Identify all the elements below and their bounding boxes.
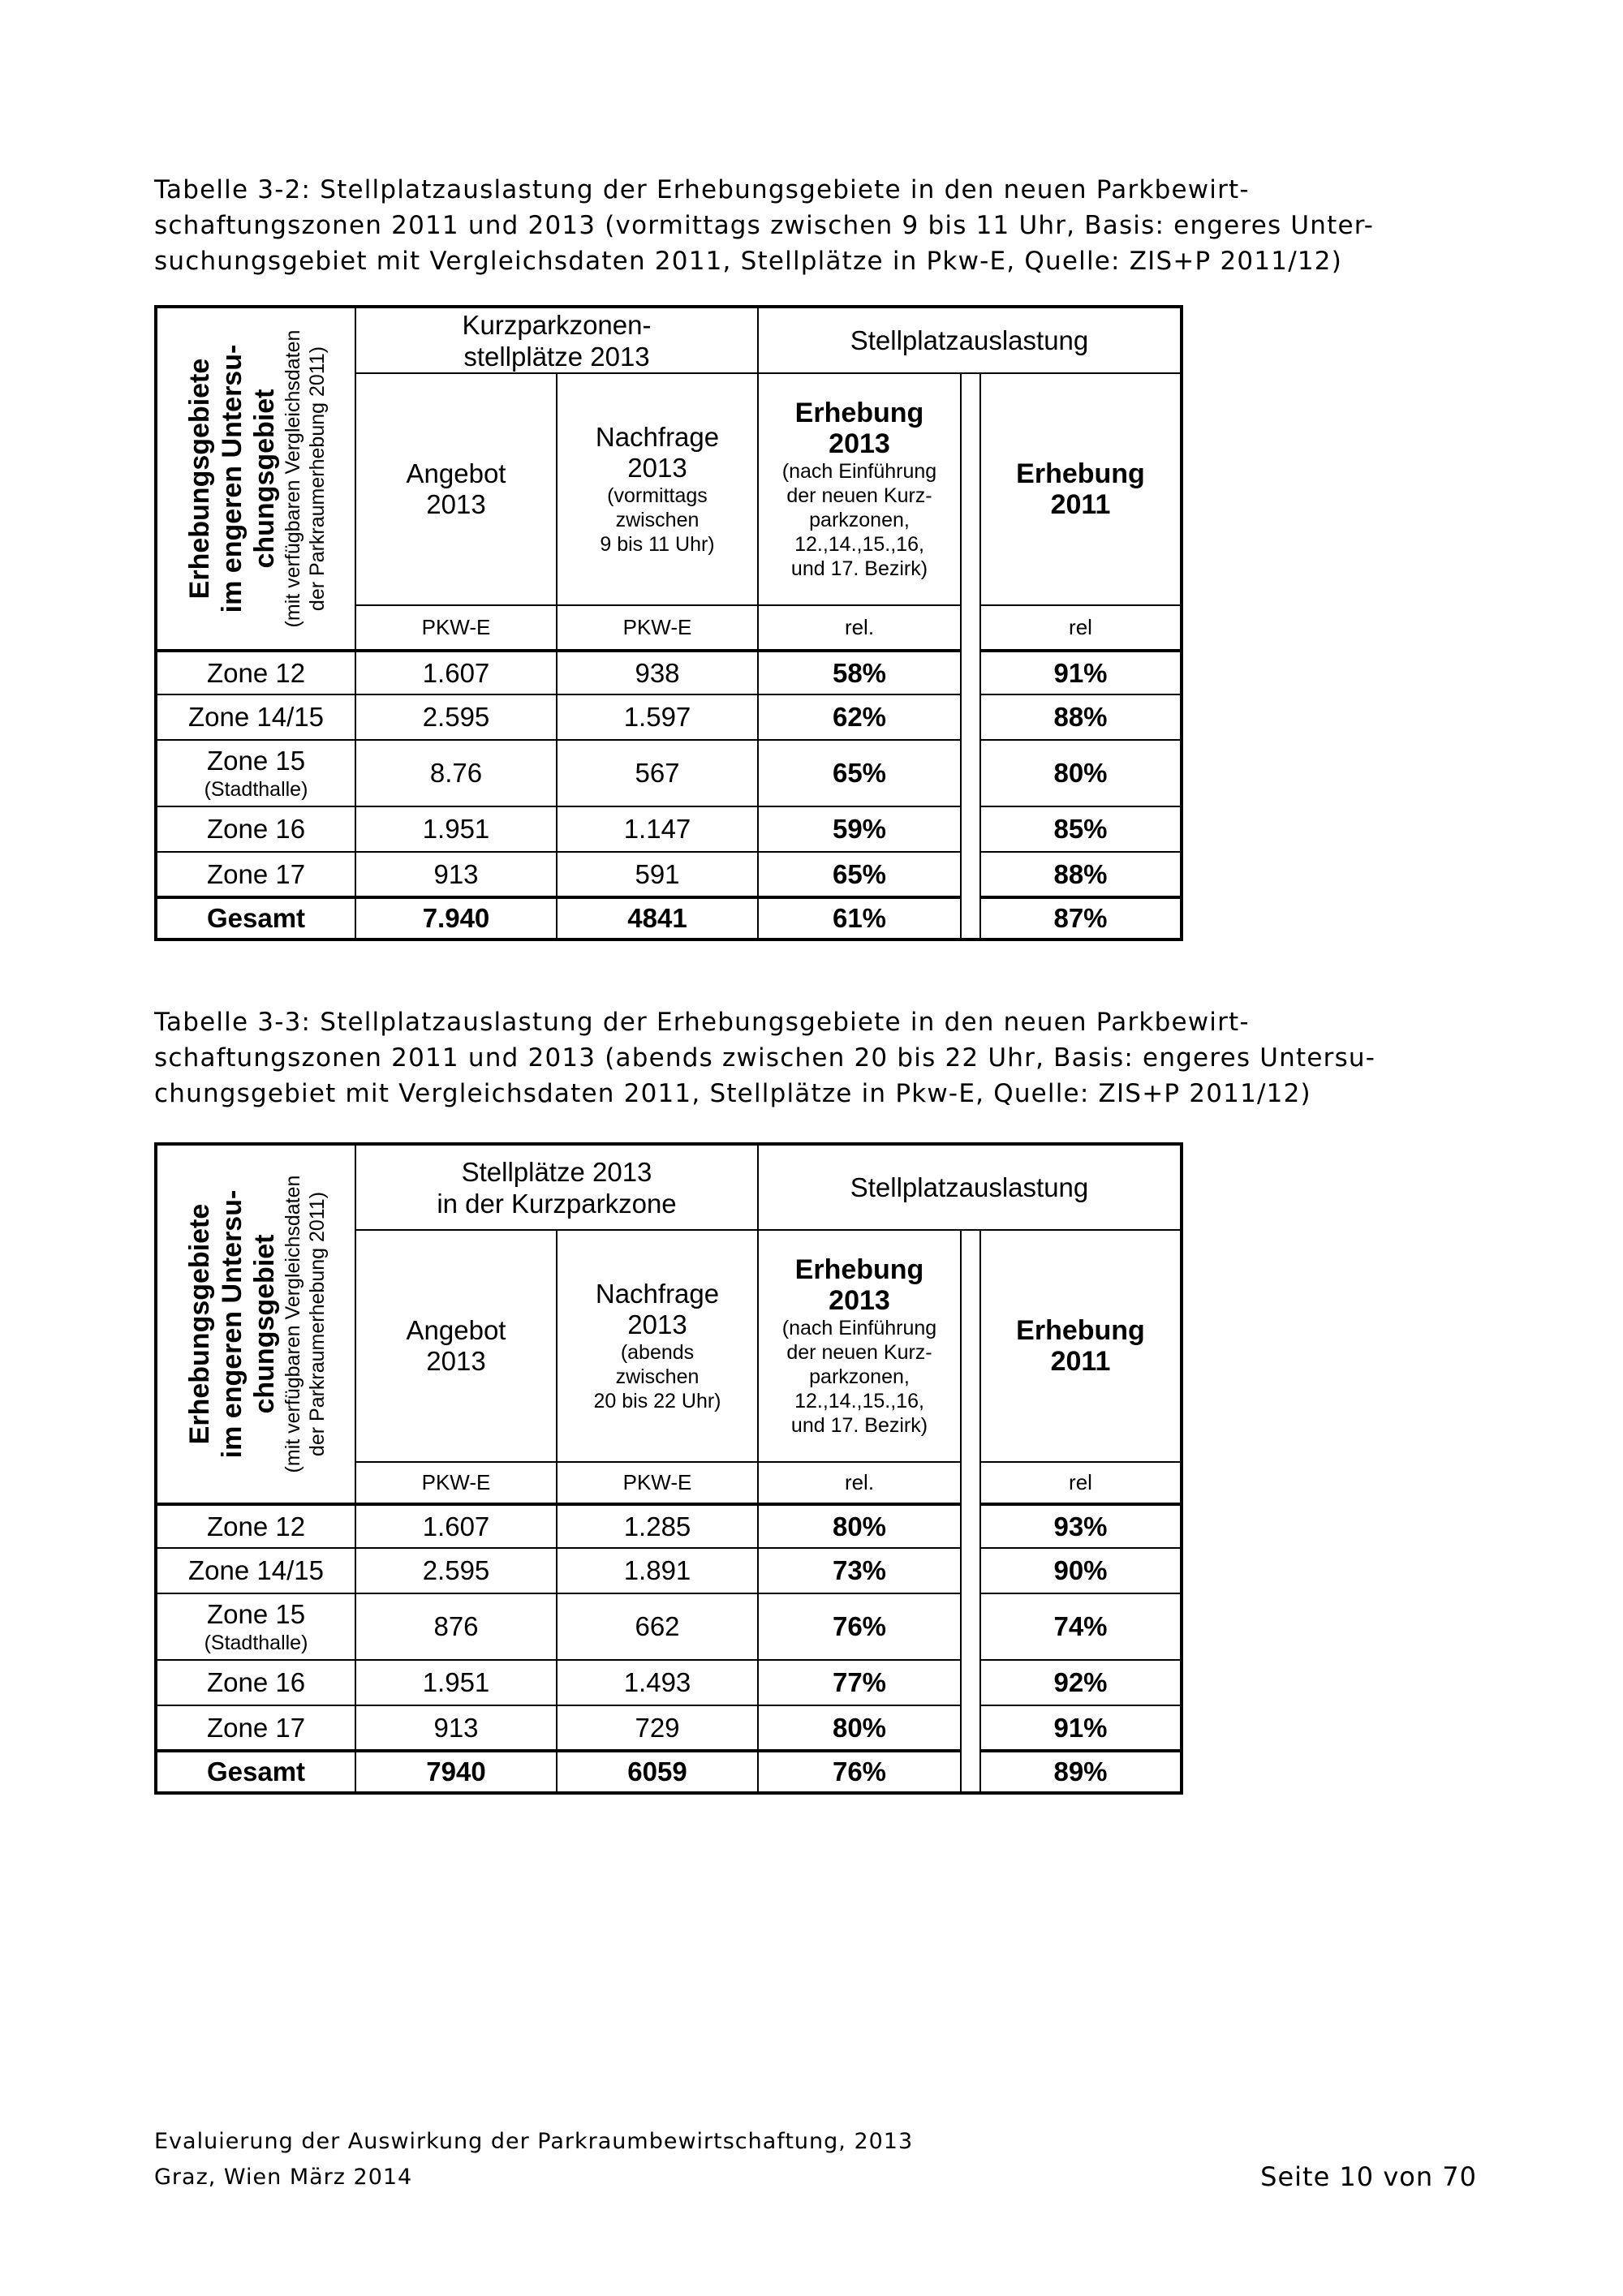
table-row — [156, 806, 1182, 852]
zone-cell: Zone 15 (Stadthalle) — [156, 740, 355, 806]
angebot-cell: 876 — [355, 1593, 557, 1660]
angebot-cell: 913 — [355, 1705, 557, 1751]
col-header-erhebung-2011: Erhebung 2011 — [980, 373, 1182, 605]
zone-cell: Zone 17 — [156, 852, 355, 897]
rel2013-cell: 77% — [758, 1660, 961, 1705]
col-header-erhebung-2013: Erhebung 2013 (nach Einführung der neuen Kurz- parkzonen, 12.,14.,15.,16, und 17. Bezirk) — [758, 373, 961, 605]
total-angebot: 7940 — [355, 1751, 557, 1793]
table-caption — [154, 1004, 1485, 1111]
nachfrage-cell: 938 — [557, 651, 758, 694]
total-angebot: 7.940 — [355, 897, 557, 939]
unit-rel-2013: rel. — [758, 1462, 961, 1504]
unit-nachfrage: PKW-E — [557, 1462, 758, 1504]
zone-cell: Zone 14/15 — [156, 1548, 355, 1593]
rel2013-cell: 58% — [758, 651, 961, 694]
rel2013-cell: 59% — [758, 806, 961, 852]
total-rel2013: 76% — [758, 1751, 961, 1793]
total-nachfrage: 6059 — [557, 1751, 758, 1793]
nachfrage-cell: 1.147 — [557, 806, 758, 852]
table-row — [156, 651, 1182, 694]
utilization-table-evening — [154, 1142, 1183, 1795]
rel2013-cell: 62% — [758, 694, 961, 740]
col-header-nachfrage: Nachfrage 2013 (abends zwischen 20 bis 22 Uhr) — [557, 1230, 758, 1462]
nachfrage-cell: 591 — [557, 852, 758, 897]
table-row — [156, 1705, 1182, 1751]
caption-line: Tabelle 3-3: Stellplatzauslastung der Erhebungsgebiete in den neuen Parkbewirt- — [154, 1008, 1250, 1037]
row-header-note: (mit verfügbaren Vergleichsdaten — [281, 1175, 304, 1473]
table-row — [156, 1660, 1182, 1705]
angebot-cell: 2.595 — [355, 1548, 557, 1593]
caption-line: schaftungszonen 2011 und 2013 (abends zwischen 20 bis 22 Uhr, Basis: engeres Untersu- — [154, 1043, 1376, 1073]
nachfrage-cell: 1.285 — [557, 1504, 758, 1548]
total-rel2011: 89% — [980, 1751, 1182, 1793]
unit-rel-2011: rel — [980, 605, 1182, 651]
group-header-utilization: Stellplatzauslastung — [758, 1144, 1182, 1230]
zone-cell: Zone 14/15 — [156, 694, 355, 740]
rel2013-cell: 65% — [758, 852, 961, 897]
rel2011-cell: 74% — [980, 1593, 1182, 1660]
rel2011-cell: 92% — [980, 1660, 1182, 1705]
col-header-nachfrage: Nachfrage 2013 (vormittags zwischen 9 bis 11 Uhr) — [557, 373, 758, 605]
group-header-utilization: Stellplatzauslastung — [758, 307, 1182, 373]
row-header-note: der Parkraumerhebung 2011) — [305, 1191, 329, 1457]
table-row — [156, 1504, 1182, 1548]
utilization-table-morning — [154, 305, 1183, 941]
caption-line: Tabelle 3-2: Stellplatzauslastung der Erhebungsgebiete in den neuen Parkbewirt- — [154, 175, 1250, 204]
column-gap — [961, 1230, 980, 1793]
group-header-capacity: Kurzparkzonen- stellplätze 2013 — [355, 307, 758, 373]
angebot-cell: 913 — [355, 852, 557, 897]
col-header-angebot: Angebot 2013 — [355, 1230, 557, 1462]
total-nachfrage: 4841 — [557, 897, 758, 939]
table-row — [156, 740, 1182, 806]
rel2011-cell: 88% — [980, 694, 1182, 740]
angebot-cell: 1.951 — [355, 806, 557, 852]
nachfrage-cell: 729 — [557, 1705, 758, 1751]
nachfrage-cell: 1.597 — [557, 694, 758, 740]
rel2011-cell: 93% — [980, 1504, 1182, 1548]
table-row — [156, 852, 1182, 897]
footer-title: Evaluierung der Auswirkung der Parkraumbewirtschaftung, 2013 — [154, 2129, 914, 2154]
row-header-cell — [156, 1144, 355, 1504]
nachfrage-cell: 1.493 — [557, 1660, 758, 1705]
rel2013-cell: 80% — [758, 1504, 961, 1548]
col-header-angebot: Angebot 2013 — [355, 373, 557, 605]
caption-line: schaftungszonen 2011 und 2013 (vormittags zwischen 9 bis 11 Uhr, Basis: engeres Unter- — [154, 211, 1375, 240]
row-header-line: im engeren Untersu- — [216, 344, 248, 613]
unit-rel-2013: rel. — [758, 605, 961, 651]
caption-line: chungsgebiet mit Vergleichsdaten 2011, Stellplätze in Pkw-E, Quelle: ZIS+P 2011/12) — [154, 1079, 1311, 1108]
angebot-cell: 1.951 — [355, 1660, 557, 1705]
rel2013-cell: 65% — [758, 740, 961, 806]
column-gap — [961, 373, 980, 939]
table-row — [156, 1593, 1182, 1660]
rel2013-cell: 73% — [758, 1548, 961, 1593]
angebot-cell: 1.607 — [355, 1504, 557, 1548]
table-caption — [154, 172, 1485, 279]
zone-cell: Zone 12 — [156, 651, 355, 694]
unit-rel-2011: rel — [980, 1462, 1182, 1504]
rel2013-cell: 76% — [758, 1593, 961, 1660]
table-row — [156, 694, 1182, 740]
rel2013-cell: 80% — [758, 1705, 961, 1751]
row-header-cell — [156, 307, 355, 651]
nachfrage-cell: 1.891 — [557, 1548, 758, 1593]
row-header-line: chungsgebiet — [248, 1234, 280, 1414]
rel2011-cell: 91% — [980, 651, 1182, 694]
total-label: Gesamt — [156, 1751, 355, 1793]
page-number: Seite 10 von 70 — [1260, 2161, 1477, 2192]
footer-place-date: Graz, Wien März 2014 — [154, 2165, 413, 2190]
zone-cell: Zone 16 — [156, 806, 355, 852]
angebot-cell: 8.76 — [355, 740, 557, 806]
row-header-note: der Parkraumerhebung 2011) — [305, 346, 329, 612]
zone-cell: Zone 16 — [156, 1660, 355, 1705]
rel2011-cell: 91% — [980, 1705, 1182, 1751]
row-header-line: im engeren Untersu- — [216, 1189, 248, 1459]
row-header-line: Erhebungsgebiete — [183, 1203, 215, 1445]
zone-cell: Zone 12 — [156, 1504, 355, 1548]
unit-angebot: PKW-E — [355, 1462, 557, 1504]
group-header-capacity: Stellplätze 2013 in der Kurzparkzone — [355, 1144, 758, 1230]
angebot-cell: 1.607 — [355, 651, 557, 694]
caption-line: suchungsgebiet mit Vergleichsdaten 2011, Stellplätze in Pkw-E, Quelle: ZIS+P 2011/12) — [154, 247, 1342, 276]
col-header-erhebung-2011: Erhebung 2011 — [980, 1230, 1182, 1462]
rel2011-cell: 80% — [980, 740, 1182, 806]
zone-cell: Zone 15 (Stadthalle) — [156, 1593, 355, 1660]
total-row — [156, 1751, 1182, 1793]
total-rel2011: 87% — [980, 897, 1182, 939]
row-header-line: Erhebungsgebiete — [183, 358, 215, 600]
total-label: Gesamt — [156, 897, 355, 939]
unit-angebot: PKW-E — [355, 605, 557, 651]
total-rel2013: 61% — [758, 897, 961, 939]
nachfrage-cell: 567 — [557, 740, 758, 806]
table-row — [156, 1548, 1182, 1593]
angebot-cell: 2.595 — [355, 694, 557, 740]
rel2011-cell: 90% — [980, 1548, 1182, 1593]
row-header-note: (mit verfügbaren Vergleichsdaten — [281, 329, 304, 628]
zone-cell: Zone 17 — [156, 1705, 355, 1751]
row-header-line: chungsgebiet — [248, 389, 280, 569]
col-header-erhebung-2013: Erhebung 2013 (nach Einführung der neuen Kurz- parkzonen, 12.,14.,15.,16, und 17. Bezirk) — [758, 1230, 961, 1462]
rel2011-cell: 85% — [980, 806, 1182, 852]
nachfrage-cell: 662 — [557, 1593, 758, 1660]
unit-nachfrage: PKW-E — [557, 605, 758, 651]
rel2011-cell: 88% — [980, 852, 1182, 897]
total-row — [156, 897, 1182, 939]
